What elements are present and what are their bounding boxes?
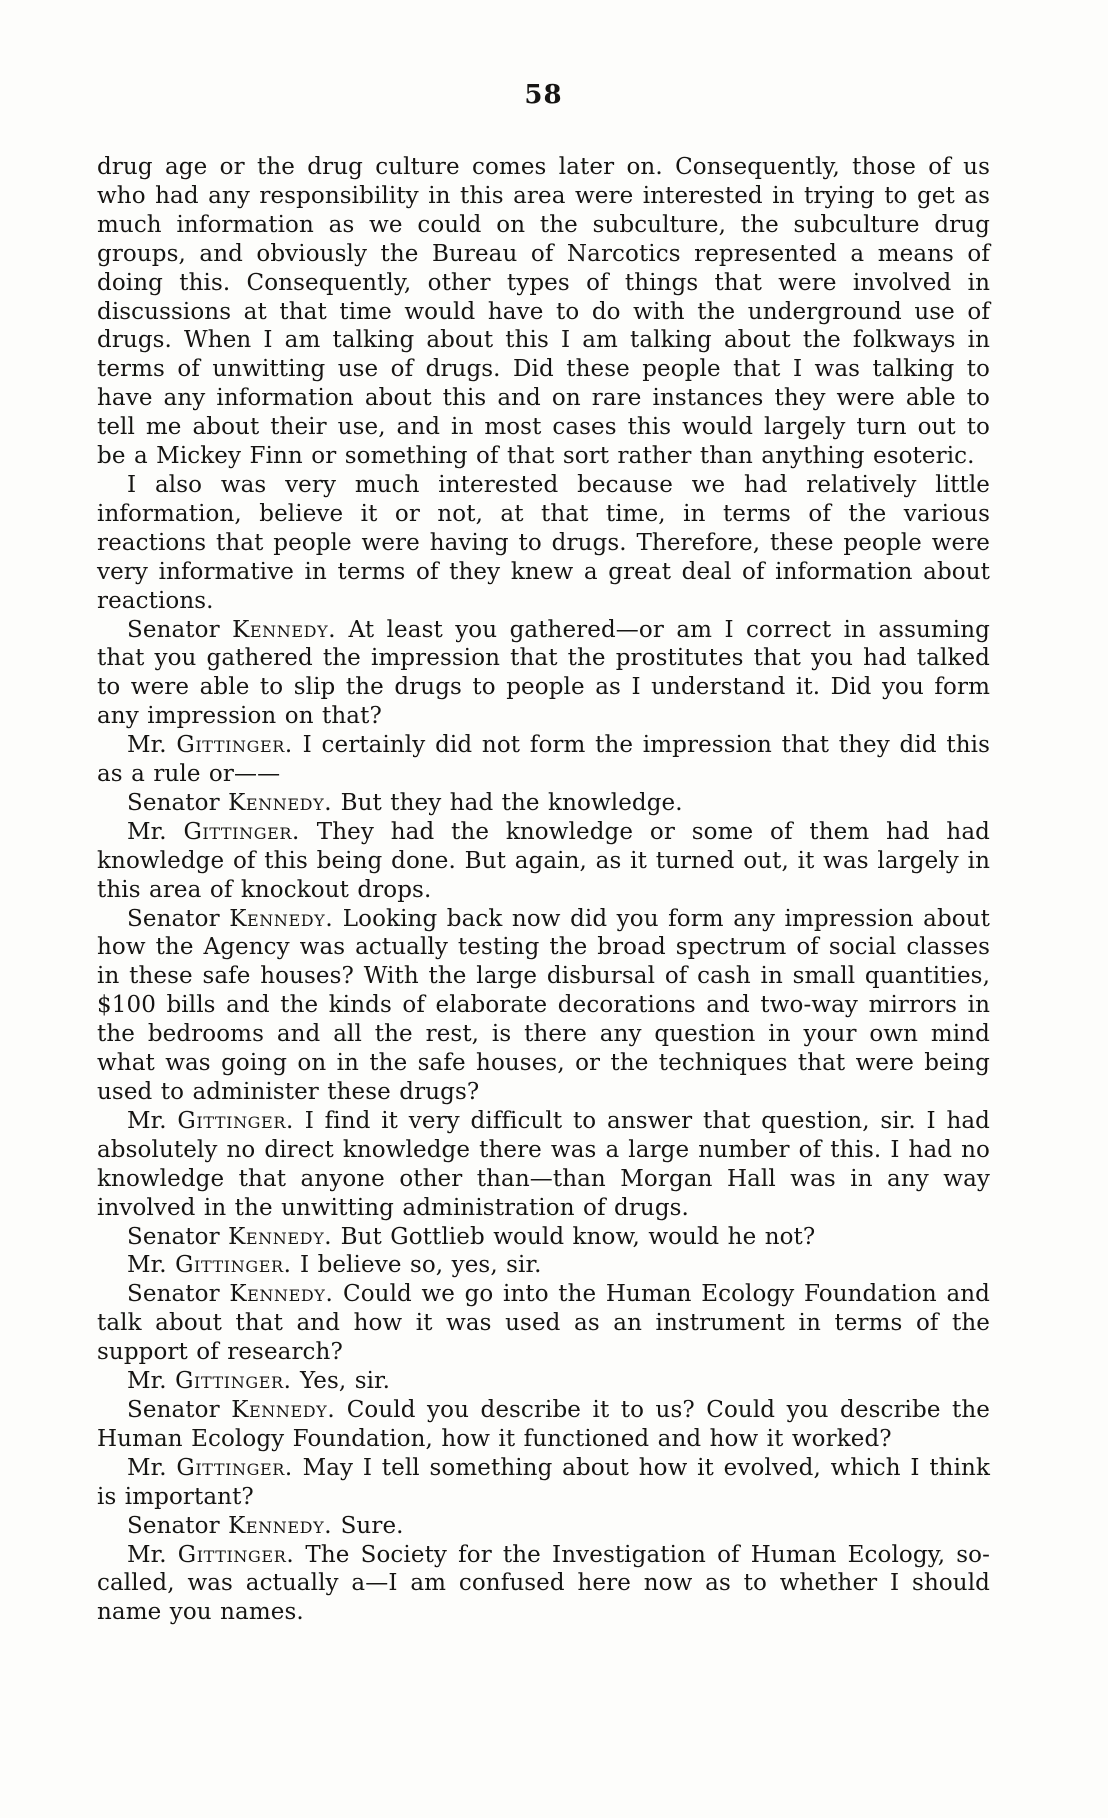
paragraph-text: But they had the knowledge.: [340, 789, 683, 816]
paragraph: [97, 818, 990, 905]
paragraph: [97, 1367, 990, 1396]
paragraph-text: The Society for the Investigation of Human Ecology, so-called, was actually a—I am confused here now as to whether I should name you names.: [97, 1541, 990, 1626]
speaker-smallcaps-name: Kennedy.: [228, 789, 333, 816]
speaker-smallcaps-name: Gittinger.: [175, 1368, 292, 1395]
speaker-prefix: Mr.: [127, 1252, 167, 1279]
paragraph: [97, 1251, 990, 1280]
paragraph-text: But Gottlieb would know, would he not?: [340, 1223, 816, 1250]
paragraph-text: Yes, sir.: [299, 1368, 391, 1395]
paragraph-text: May I tell something about how it evolved, which I think is important?: [97, 1454, 990, 1510]
speaker-prefix: Mr.: [127, 1541, 167, 1568]
speaker-prefix: Mr.: [127, 818, 167, 845]
speaker-prefix: Senator: [127, 905, 220, 932]
speaker-name: [127, 1224, 332, 1250]
speaker-smallcaps-name: Gittinger.: [175, 1252, 292, 1279]
speaker-prefix: Mr.: [127, 732, 167, 759]
speaker-name: [127, 617, 336, 643]
paragraph: [97, 731, 990, 789]
speaker-name: [127, 1368, 292, 1394]
speaker-smallcaps-name: Kennedy.: [229, 1281, 334, 1308]
paragraph: [97, 905, 990, 1107]
paragraph: [97, 1541, 990, 1628]
transcript: [97, 153, 990, 1627]
speaker-name: [127, 906, 333, 932]
speaker-smallcaps-name: Kennedy.: [231, 1396, 336, 1423]
paragraph: [97, 616, 990, 732]
speaker-prefix: Senator: [127, 1281, 220, 1308]
paragraph-text: They had the knowledge or some of them had had knowledge of this being done. But again, as it turned out, it was largely in this area of knockout drops.: [97, 818, 990, 903]
paragraph-text: Sure.: [340, 1512, 404, 1539]
speaker-smallcaps-name: Gittinger.: [177, 1107, 294, 1134]
paragraph-text: I also was very much interested because we had relatively little information, believe it or not, at that time, in terms of the various reactions that people were having to drugs. Therefore, these people were very informative in terms of they knew a great deal of information about reactions.: [97, 471, 990, 614]
speaker-name: [127, 1513, 332, 1539]
paragraph: [97, 1223, 990, 1252]
speaker-prefix: Senator: [127, 1512, 220, 1539]
speaker-name: [127, 819, 300, 845]
page-number: 58: [524, 80, 563, 110]
paragraph: [97, 789, 990, 818]
paragraph: [97, 1512, 990, 1541]
speaker-name: [127, 1455, 293, 1481]
speaker-smallcaps-name: Gittinger.: [176, 732, 293, 759]
speaker-prefix: Senator: [127, 789, 220, 816]
paragraph-text: I find it very difficult to answer that question, sir. I had absolutely no direct knowledge there was a large number of this. I had no knowledge that anyone other than—than Morgan Hall was in any way involved in the unwitting administration of drugs.: [97, 1107, 990, 1221]
paragraph: [97, 1280, 990, 1367]
paragraph-text: drug age or the drug culture comes later on. Consequently, those of us who had any responsibility in this area were interested in trying to get as much information as we could on the subculture, the subculture drug groups, and obviously the Bureau of Narcotics represented a means of doing this. Consequently, other types of things that were involved in discussions at that time would have to do with the underground use of drugs. When I am talking about this I am talking about the folkways in terms of unwitting use of drugs. Did these people that I was talking to have any information about this and on rare instances they were able to tell me about their use, and in most cases this would largely turn out to be a Mickey Finn or something of that sort rather than anything esoteric.: [97, 154, 990, 470]
speaker-smallcaps-name: Gittinger.: [176, 1454, 293, 1481]
paragraph-text: Could we go into the Human Ecology Foundation and talk about that and how it was used as an instrument in terms of the support of research?: [97, 1281, 991, 1366]
speaker-smallcaps-name: Kennedy.: [228, 1512, 333, 1539]
paragraph: [97, 1396, 990, 1454]
speaker-name: [127, 1542, 294, 1568]
speaker-smallcaps-name: Gittinger.: [183, 818, 300, 845]
paragraph: [97, 471, 990, 616]
speaker-prefix: Mr.: [127, 1368, 167, 1395]
speaker-prefix: Senator: [127, 1223, 220, 1250]
paragraph: [97, 1454, 990, 1512]
paragraph-text: Could you describe it to us? Could you describe the Human Ecology Foundation, how it functioned and how it worked?: [97, 1396, 991, 1452]
paragraph-text: I certainly did not form the impression that they did this as a rule or——: [97, 732, 990, 788]
speaker-prefix: Senator: [127, 616, 220, 643]
speaker-name: [127, 790, 332, 816]
speaker-prefix: Mr.: [127, 1454, 167, 1481]
speaker-name: [127, 1281, 333, 1307]
paragraph-text: I believe so, yes, sir.: [299, 1252, 542, 1279]
speaker-smallcaps-name: Gittinger.: [177, 1541, 295, 1568]
speaker-name: [127, 1397, 335, 1423]
speaker-prefix: Senator: [127, 1396, 220, 1423]
paragraph-text: At least you gathered—or am I correct in assuming that you gathered the impression that the prostitutes that you had talked to were able to slip the drugs to people as I understand it. Did you form any impression on that?: [97, 616, 990, 730]
speaker-smallcaps-name: Kennedy.: [229, 905, 334, 932]
paragraph-text: Looking back now did you form any impression about how the Agency was actually testing the broad spectrum of social classes in these safe houses? With the large disbursal of cash in small quantities, $100 bills and the kinds of elaborate decorations and two-way mirrors in the bedrooms and all the rest, is there any question in your own mind what was going on in the safe houses, or the techniques that were being used to administer these drugs?: [97, 905, 990, 1105]
speaker-prefix: Mr.: [127, 1107, 167, 1134]
speaker-smallcaps-name: Kennedy.: [232, 616, 337, 643]
speaker-smallcaps-name: Kennedy.: [228, 1223, 333, 1250]
speaker-name: [127, 1252, 292, 1278]
paragraph: [97, 153, 990, 471]
speaker-name: [127, 1108, 294, 1134]
speaker-name: [127, 732, 293, 758]
paragraph: [97, 1107, 990, 1223]
